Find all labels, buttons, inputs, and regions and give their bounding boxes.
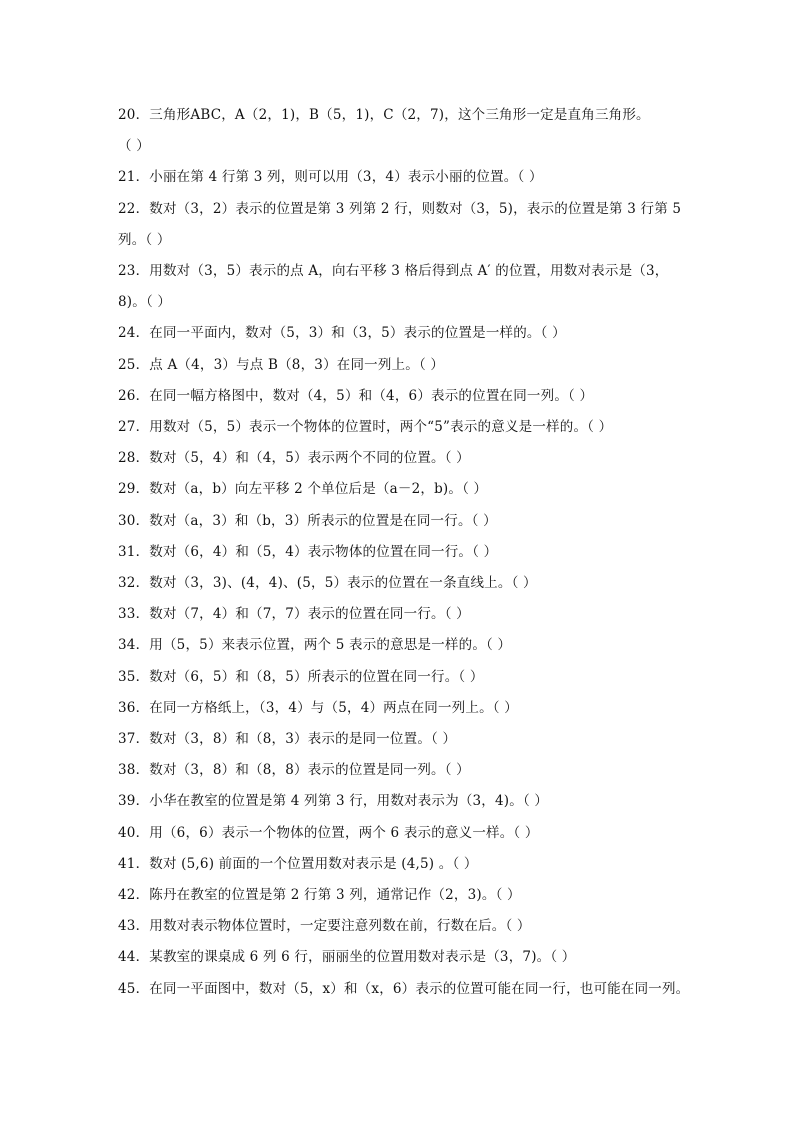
question-continuation: （ ） (118, 138, 150, 155)
question-text: 32．数对（3，3)、(4，4)、(5，5）表示的位置在一条直线上。（ ） (118, 575, 537, 592)
question-text: 22．数对（3，2）表示的位置是第 3 列第 2 行，则数对（3，5)，表示的位置是第 3 行第 5 (118, 200, 682, 217)
question-text: 35．数对（6，5）和（8，5）所表示的位置在同一行。（ ） (118, 668, 484, 685)
question-text: 20．三角形ABC，A（2，1)，B（5，1)，C（2，7)，这个三角形一定是直角三角形。 (118, 107, 650, 123)
question-text: 25．点 A（4，3）与点 B（8，3）在同一列上。（ ） (118, 356, 445, 373)
question-continuation: 列。（ ） (118, 231, 171, 248)
question-text: 24．在同一平面内，数对（5，3）和（3，5）表示的位置是一样的。（ ） (118, 325, 566, 342)
question-text: 21．小丽在第 4 行第 3 列，则可以用（3，4）表示小丽的位置。（ ） (118, 169, 543, 186)
question-text: 34．用（5，5）来表示位置，两个 5 表示的意思是一样的。（ ） (118, 637, 512, 654)
question-text: 42．陈丹在教室的位置是第 2 行第 3 列，通常记作（2，3)。（ ） (118, 887, 521, 904)
question-text: 39．小华在教室的位置是第 4 列第 3 行，用数对表示为（3，4)。（ ） (118, 793, 549, 810)
question-text: 38．数对（3，8）和（8，8）表示的位置是同一列。（ ） (118, 762, 470, 779)
question-text: 30．数对（a，3）和（b，3）所表示的位置是在同一行。（ ） (118, 512, 497, 529)
question-text: 36．在同一方格纸上，（3，4）与（5，4）两点在同一列上。（ ） (118, 699, 518, 716)
question-list (118, 100, 688, 1005)
question-text: 45．在同一平面图中，数对（5，x）和（x，6）表示的位置可能在同一行，也可能在同一列。 (118, 980, 690, 997)
question-text: 33．数对（7，4）和（7，7）表示的位置在同一行。（ ） (118, 606, 470, 623)
question-text: 31．数对（6，4）和（5，4）表示物体的位置在同一行。（ ） (118, 543, 498, 560)
question-text: 37．数对（3，8）和（8，3）表示的是同一位置。（ ） (118, 731, 457, 748)
question-text: 29．数对（a，b）向左平移 2 个单位后是（a－2，b)。（ ） (118, 481, 488, 498)
question-text: 26．在同一幅方格图中，数对（4，5）和（4，6）表示的位置在同一列。（ ） (118, 387, 594, 404)
question-text: 44．某教室的课桌成 6 列 6 行，丽丽坐的位置用数对表示是（3，7)。（ ） (118, 949, 576, 966)
question-text: 41．数对 (5,6) 前面的一个位置用数对表示是 (4,5) 。（ ） (118, 855, 478, 872)
question-text: 40．用（6，6）表示一个物体的位置，两个 6 表示的意义一样。（ ） (118, 824, 539, 841)
question-text: 27．用数对（5，5）表示一个物体的位置时，两个“5”表示的意义是一样的。（ ） (118, 419, 613, 436)
question-text: 28．数对（5，4）和（4，5）表示两个不同的位置。（ ） (118, 450, 470, 467)
question-text: 23．用数对（3，5）表示的点 A，向右平移 3 格后得到点 A′ 的位置，用数对表示是（3， (118, 263, 669, 280)
question-continuation: 8)。（ ） (118, 294, 172, 311)
question-text: 43．用数对表示物体位置时，一定要注意列数在前，行数在后。（ ） (118, 918, 531, 935)
